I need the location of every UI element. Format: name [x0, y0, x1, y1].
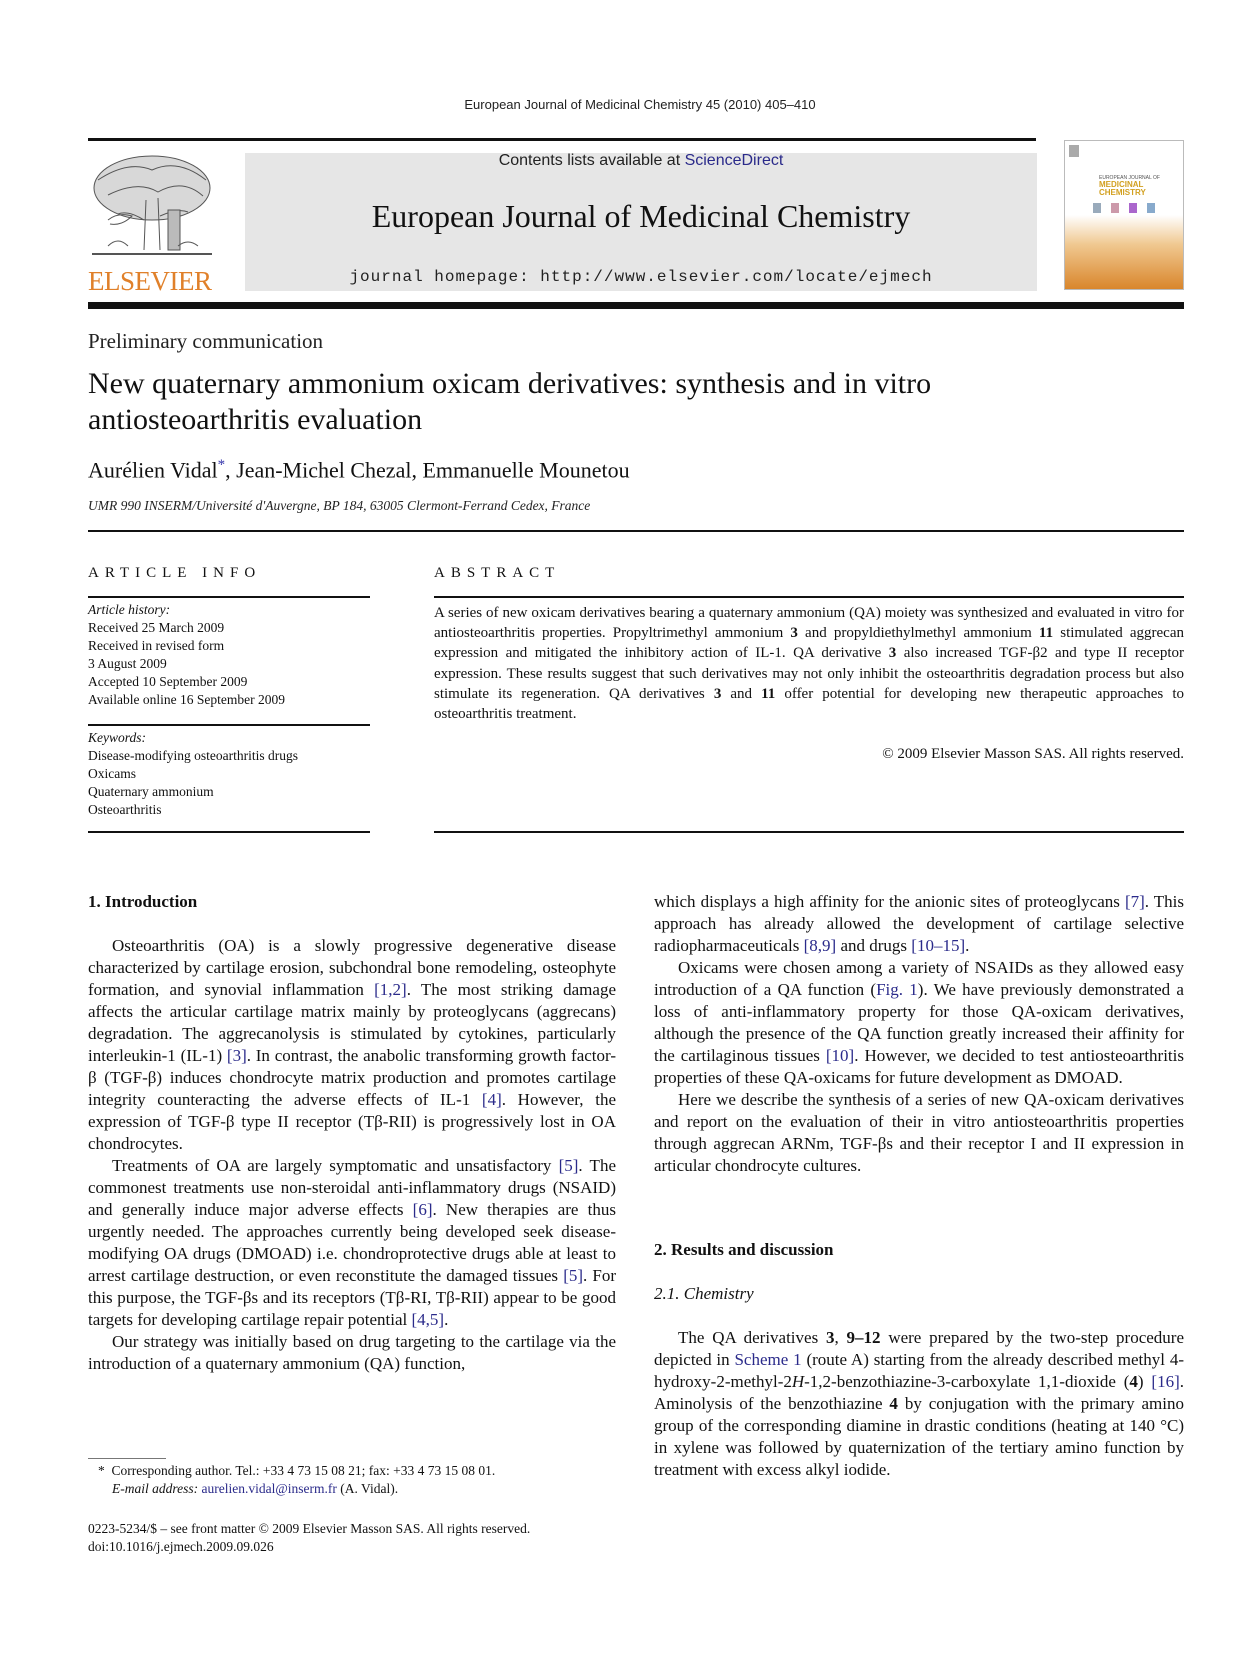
- paragraph: [654, 1089, 1184, 1177]
- text-run: Here we describe the synthesis of a series of new QA-oxicam derivatives and report on the evaluation of their in vitro antiosteoarthritis properties through aggrecan ARNm, TGF-βs and their receptor I and II expression in articular chondrocyte cultures.: [654, 1090, 1184, 1175]
- paragraph: [88, 935, 616, 1155]
- text-run: offer potential for developing new therapeutic approaches to osteoarthritis treatment.: [434, 685, 1184, 723]
- citation-link[interactable]: Fig. 1: [876, 980, 918, 999]
- cover-square-icon: [1129, 203, 1137, 213]
- author-name: Jean-Michel Chezal: [236, 457, 412, 483]
- elsevier-wordmark: ELSEVIER: [88, 266, 212, 296]
- affiliation: UMR 990 INSERM/Université d'Auvergne, BP 184, 63005 Clermont-Ferrand Cedex, France: [88, 498, 591, 513]
- text-run: which displays a high affinity for the anionic sites of proteoglycans: [654, 892, 1125, 911]
- history-item: Available online 16 September 2009: [88, 692, 285, 707]
- divider: [434, 596, 1184, 598]
- text-run: by conjugation with the primary amino group of the corresponding diamine in drastic conditions (heating at 140 °C) in xylene was followed by quaternization of the tertiary amino function by treatment with excess alkyl iodide.: [654, 1394, 1185, 1479]
- compound-number: 4: [889, 1394, 898, 1413]
- compound-number: 4: [1129, 1372, 1138, 1391]
- citation-link[interactable]: [7]: [1124, 892, 1145, 911]
- text-run: and drugs: [836, 936, 912, 955]
- text-run: The QA derivatives: [678, 1328, 826, 1347]
- heading-text: 2.1. Chemistry: [654, 1284, 754, 1303]
- text-run: (route A) starting from the already described methyl 4-hydroxy-2-methyl-2: [654, 1350, 1184, 1391]
- section-heading-introduction: [88, 891, 616, 913]
- citation-link[interactable]: [10]: [825, 1046, 855, 1065]
- text-run: . In contrast, the anabolic transforming growth factor-β (TGF-β) induces chondrocyte matrix production and promotes cartilage integrity counteracting the adverse effects of IL-1: [88, 1046, 616, 1109]
- footnote-line: [98, 1462, 658, 1480]
- cover-logo-icon: [1069, 145, 1079, 157]
- cover-small-text: EUROPEAN JOURNAL OF: [1099, 175, 1160, 181]
- text-run: . New therapies are thus urgently needed. The approaches currently being developed seek disease-modifying OA drugs (DMOAD) i.e. chondroprotective drugs able at least to arrest cartilage destruction, or even reconstitute the damaged tissues: [88, 1200, 616, 1285]
- text-run: and propyldiethylmethyl ammonium: [797, 625, 1039, 642]
- compound-number: 3: [713, 685, 722, 702]
- citation-link[interactable]: [10–15]: [911, 936, 966, 955]
- compound-number: 3: [825, 1328, 835, 1347]
- divider: [88, 596, 370, 598]
- author-name: Aurélien Vidal: [88, 457, 218, 483]
- citation-link[interactable]: [8,9]: [803, 936, 837, 955]
- header-rule: [88, 138, 1036, 141]
- text-run: also increased TGF-β2 and type II receptor expression. These results suggest that such derivatives may not only inhibit the osteoarthritis degradation process but also stimulate its regeneration. QA derivatives: [434, 645, 1184, 702]
- issn-line: 0223-5234/$ – see front matter © 2009 Elsevier Masson SAS. All rights reserved.: [88, 1521, 531, 1536]
- abstract-copyright: © 2009 Elsevier Masson SAS. All rights reserved.: [882, 746, 1184, 762]
- citation-link[interactable]: [3]: [226, 1046, 247, 1065]
- article-history: [88, 601, 370, 709]
- history-item: Received 25 March 2009: [88, 620, 225, 635]
- abstract-heading: ABSTRACT: [434, 565, 561, 581]
- front-matter: [88, 1520, 530, 1556]
- journal-name: European Journal of Medicinal Chemistry: [371, 198, 911, 234]
- keyword: Oxicams: [88, 766, 136, 781]
- email-link[interactable]: aurelien.vidal@inserm.fr: [201, 1481, 337, 1496]
- heading-text: 1. Introduction: [88, 892, 198, 911]
- compound-number: 11: [1038, 625, 1054, 642]
- divider: [434, 831, 1184, 833]
- text-run: . This approach has already allowed the development of cartilage selective radiopharmaceuticals: [654, 892, 1185, 955]
- section-heading-results: [654, 1239, 1184, 1261]
- author-list: [88, 457, 630, 483]
- article-info-heading: ARTICLE INFO: [88, 565, 262, 581]
- citation-link[interactable]: [5]: [563, 1266, 584, 1285]
- text-run: -1,2-benzothiazine-3-carboxylate 1,1-dioxide (: [804, 1372, 1130, 1391]
- footnote-mark: *: [98, 1463, 105, 1478]
- elsevier-tree-logo-icon: [88, 150, 216, 266]
- paragraph: [88, 1155, 616, 1331]
- compound-number: 3: [888, 645, 897, 662]
- contents-line: [245, 152, 1037, 170]
- cover-title-line2: CHEMISTRY: [1099, 188, 1146, 197]
- keyword: Osteoarthritis: [88, 802, 162, 817]
- doi-link[interactable]: doi:10.1016/j.ejmech.2009.09.026: [88, 1539, 274, 1554]
- citation-link[interactable]: Scheme 1: [734, 1350, 802, 1369]
- sciencedirect-link[interactable]: ScienceDirect: [684, 152, 784, 169]
- text-run: Osteoarthritis (OA) is a slowly progressive degenerative disease characterized by cartilage erosion, subchondral bone remodeling, osteophyte formation, and synovial inflammation: [88, 936, 616, 999]
- text-run: . For this purpose, the TGF-βs and its receptors (Tβ-RI, Tβ-RII) appear to be good targets for developing cartilage repair potential: [88, 1266, 617, 1329]
- text-run: were prepared by the two-step procedure depicted in: [654, 1328, 1184, 1369]
- author-separator: ,: [411, 457, 423, 483]
- footnote-email-line: [98, 1480, 658, 1498]
- header-thick-rule: [88, 302, 1184, 309]
- keyword: Disease-modifying osteoarthritis drugs: [88, 748, 298, 763]
- author-name: Emmanuelle Mounetou: [422, 457, 630, 483]
- chemistry-body: [654, 1327, 1184, 1481]
- citation-link[interactable]: [1,2]: [374, 980, 407, 999]
- subsection-heading-chemistry: [654, 1283, 1184, 1305]
- heading-text: 2. Results and discussion: [654, 1240, 834, 1259]
- paragraph: [654, 957, 1184, 1089]
- text-run: . The commonest treatments use non-steroidal anti-inflammatory drugs (NSAID) and generally induce major adverse effects: [88, 1156, 616, 1219]
- citation-link[interactable]: [5]: [558, 1156, 579, 1175]
- footnote-rule: [88, 1458, 166, 1459]
- contents-prefix: Contents lists available at: [498, 152, 685, 169]
- cover-title: [1099, 181, 1146, 197]
- text-run: Oxicams were chosen among a variety of NSAIDs as they allowed easy introduction of a QA function (: [654, 958, 1184, 999]
- journal-cover-thumbnail: [1064, 140, 1184, 290]
- history-item: 3 August 2009: [88, 656, 167, 671]
- text-run: ): [1137, 1372, 1152, 1391]
- citation-link[interactable]: [4]: [481, 1090, 502, 1109]
- abstract-text: [434, 603, 1184, 724]
- text-run: Our strategy was initially based on drug targeting to the cartilage via the introduction of a quaternary ammonium (QA) function,: [88, 1332, 616, 1373]
- cover-square-icon: [1147, 203, 1155, 213]
- footnote-contact: Corresponding author. Tel.: +33 4 73 15 08 21; fax: +33 4 73 15 08 01.: [111, 1463, 496, 1478]
- running-head: European Journal of Medicinal Chemistry 45 (2010) 405–410: [464, 97, 816, 112]
- journal-homepage-link[interactable]: journal homepage: http://www.elsevier.com/locate/ejmech: [349, 268, 933, 286]
- text-run: stimulated aggrecan expression and mitigated the inhibitory action of IL-1. QA derivative: [434, 625, 1184, 662]
- email-label: E-mail address:: [112, 1481, 199, 1496]
- keywords: [88, 729, 370, 819]
- compound-number: 9–12: [846, 1328, 881, 1347]
- history-item: Accepted 10 September 2009: [88, 674, 248, 689]
- text-run: . The most striking damage affects the articular cartilage matrix mainly by proteoglycans (aggrecans) degradation. The aggrecanolysis is stimulated by cytokines, particularly interleukin-1 (IL-1): [88, 980, 616, 1065]
- history-item: Received in revised form: [88, 638, 225, 653]
- text-run: and: [721, 685, 762, 702]
- text-run: Treatments of OA are largely symptomatic and unsatisfactory: [112, 1156, 559, 1175]
- author-separator: ,: [225, 457, 237, 483]
- cover-title-line1: MEDICINAL: [1099, 180, 1144, 189]
- compound-number: 3: [790, 625, 798, 642]
- citation-link[interactable]: [16]: [1151, 1372, 1180, 1391]
- divider: [88, 530, 1184, 532]
- paragraph: [654, 891, 1184, 957]
- keywords-label: Keywords:: [88, 730, 146, 745]
- cover-square-icon: [1111, 203, 1119, 213]
- divider: [88, 724, 370, 726]
- text-run: . However, the expression of TGF-β type II receptor (Tβ-RII) is progressively lost in OA chondrocytes.: [88, 1090, 616, 1153]
- right-column-body: [654, 891, 1184, 1177]
- email-suffix: (A. Vidal).: [336, 1481, 399, 1496]
- footnote: [88, 1462, 658, 1498]
- keyword: Quaternary ammonium: [88, 784, 214, 799]
- article-type: Preliminary communication: [88, 329, 324, 353]
- text-run: ,: [834, 1328, 847, 1347]
- introduction-body: [88, 935, 616, 1375]
- paragraph: [88, 1331, 616, 1375]
- article-title: New quaternary ammonium oxicam derivatives: synthesis and in vitro antiosteoarthritis evaluation: [88, 367, 932, 436]
- paragraph: [654, 1327, 1184, 1481]
- text-run: A series of new oxicam derivatives bearing a quaternary ammonium (QA) moiety was synthesized and evaluated in vitro for antiosteoarthritis properties. Propyltrimethyl ammonium: [434, 605, 1184, 642]
- text-run: .: [444, 1310, 449, 1329]
- corresponding-author-mark[interactable]: *: [217, 457, 226, 473]
- text-run: . However, we decided to test antiosteoarthritis properties of these QA-oxicams for future development as DMOAD.: [654, 1046, 1184, 1087]
- history-label: Article history:: [88, 602, 171, 617]
- text-run: H: [791, 1372, 805, 1391]
- citation-link[interactable]: [6]: [412, 1200, 433, 1219]
- citation-link[interactable]: [4,5]: [411, 1310, 445, 1329]
- divider: [88, 831, 370, 833]
- text-run: . Aminolysis of the benzothiazine: [654, 1372, 1184, 1413]
- text-run: .: [965, 936, 970, 955]
- text-run: ). We have previously demonstrated a loss of anti-inflammatory property for those QA-oxicam derivatives, although the presence of the QA function greatly increased their affinity for the cartilaginous tissues: [654, 980, 1184, 1065]
- compound-number: 11: [761, 685, 776, 702]
- cover-square-icon: [1093, 203, 1101, 213]
